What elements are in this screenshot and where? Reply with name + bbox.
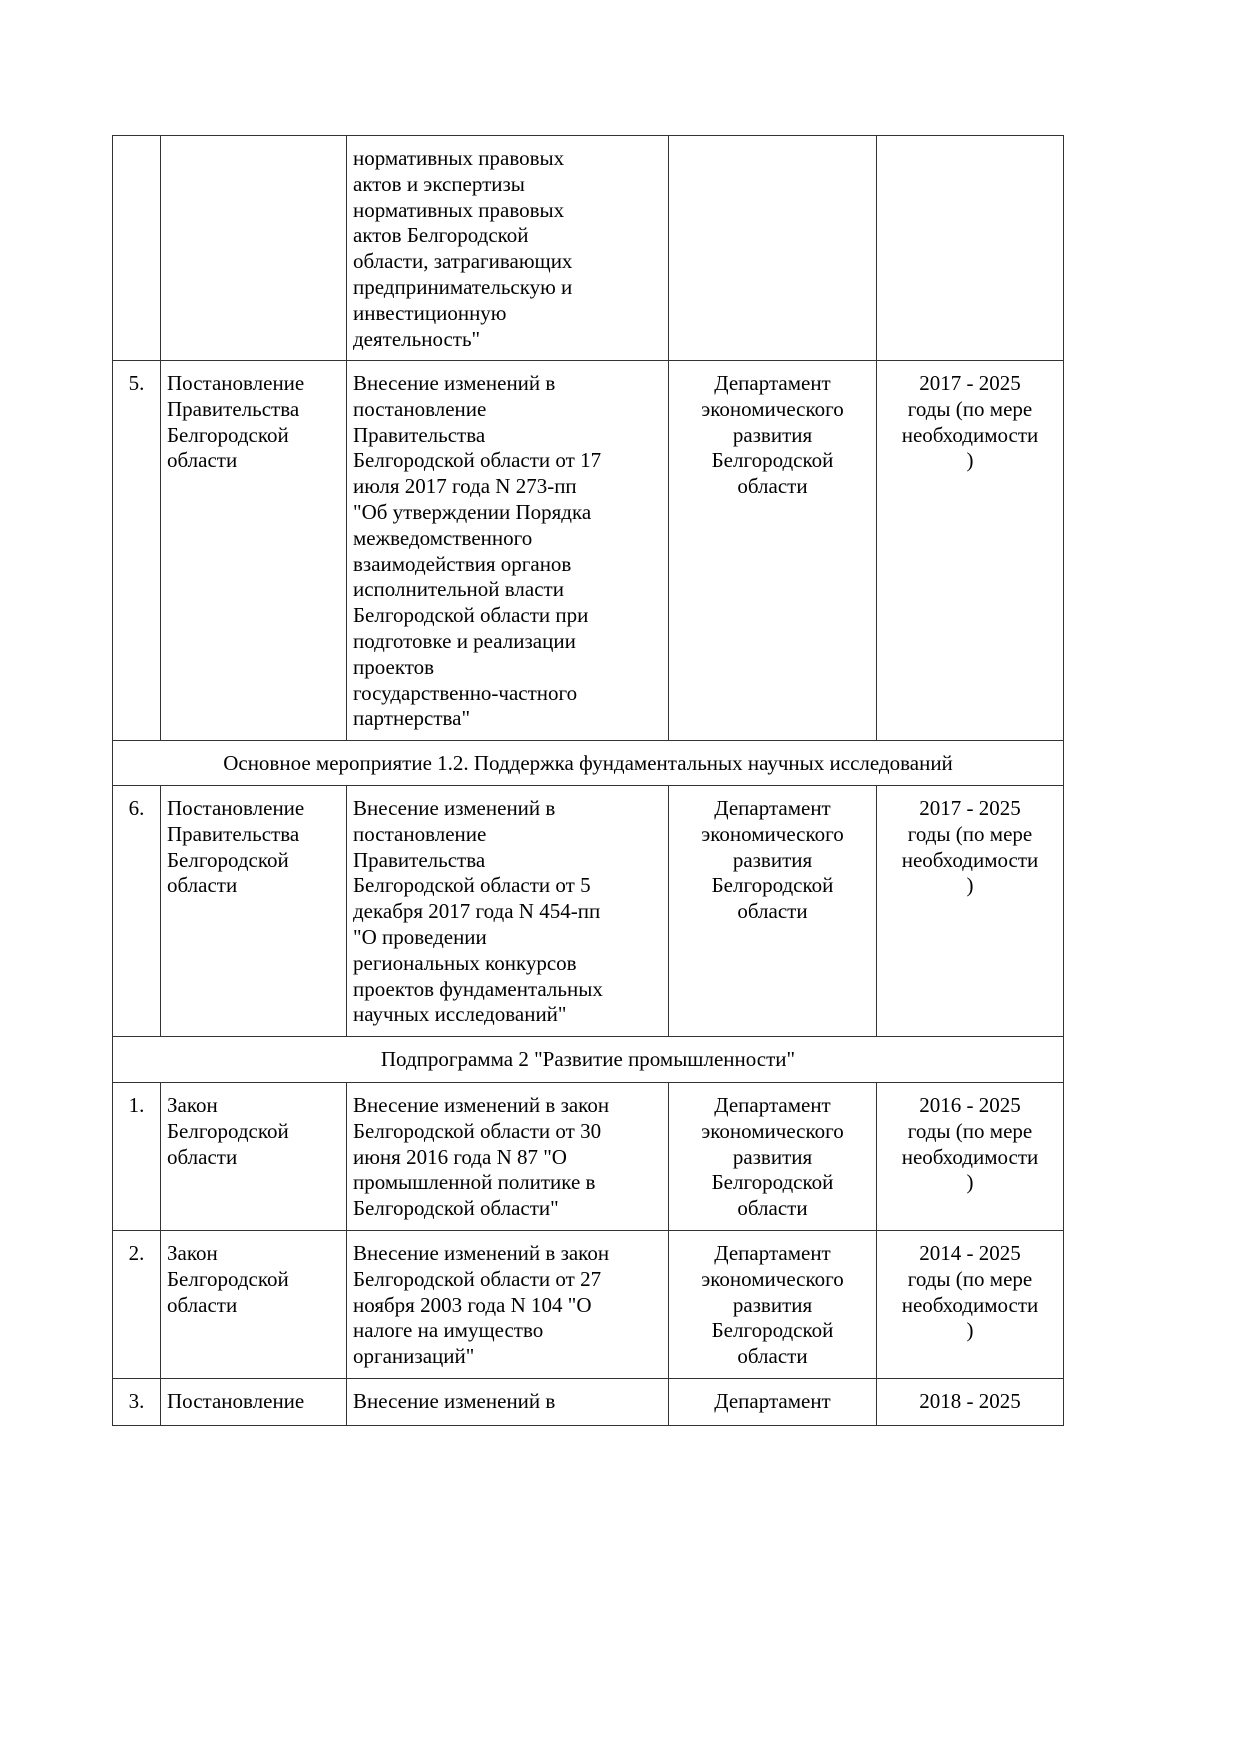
section-heading: Подпрограмма 2 "Развитие промышленности" — [113, 1037, 1064, 1083]
row-number-cell: 6. — [113, 786, 161, 1037]
period-cell — [877, 136, 1064, 361]
executor-cell: Департамент экономического развития Белгородской области — [669, 786, 877, 1037]
section-row — [113, 1037, 1064, 1083]
document-type-cell: Закон Белгородской области — [161, 1083, 347, 1231]
period-cell: 2017 - 2025 годы (по мере необходимости ) — [877, 361, 1064, 741]
row-number-cell: 5. — [113, 361, 161, 741]
document-type-cell: Постановление Правительства Белгородской области — [161, 361, 347, 741]
executor-cell — [669, 136, 877, 361]
table-row — [113, 1083, 1064, 1231]
document-type-cell: Закон Белгородской области — [161, 1231, 347, 1379]
executor-cell: Департамент экономического развития Белгородской области — [669, 1083, 877, 1231]
document-type-cell: Постановление — [161, 1379, 347, 1426]
table-row — [113, 1231, 1064, 1379]
row-number-cell: 1. — [113, 1083, 161, 1231]
section-row — [113, 741, 1064, 786]
document-type-cell: Постановление Правительства Белгородской области — [161, 786, 347, 1037]
table-row — [113, 786, 1064, 1037]
executor-cell: Департамент — [669, 1379, 877, 1426]
executor-cell: Департамент экономического развития Белгородской области — [669, 361, 877, 741]
period-cell: 2018 - 2025 — [877, 1379, 1064, 1426]
document-type-cell — [161, 136, 347, 361]
period-cell: 2017 - 2025 годы (по мере необходимости ) — [877, 786, 1064, 1037]
action-description-cell: нормативных правовых актов и экспертизы нормативных правовых актов Белгородской области, затрагивающих предпринимательскую и инвестиционную деятельность" — [347, 136, 669, 361]
executor-cell: Департамент экономического развития Белгородской области — [669, 1231, 877, 1379]
table-row — [113, 136, 1064, 361]
period-cell: 2016 - 2025 годы (по мере необходимости ) — [877, 1083, 1064, 1231]
row-number-cell: 2. — [113, 1231, 161, 1379]
table-row — [113, 361, 1064, 741]
measures-table — [112, 135, 1064, 1426]
action-description-cell: Внесение изменений в постановление Правительства Белгородской области от 5 декабря 2017 года N 454-пп "О проведении региональных конкурсов проектов фундаментальных научных исследований" — [347, 786, 669, 1037]
row-number-cell — [113, 136, 161, 361]
action-description-cell: Внесение изменений в постановление Правительства Белгородской области от 17 июля 2017 года N 273-пп "Об утверждении Порядка межведомственного взаимодействия органов исполнительной власти Белгородской области при подготовке и реализации проектов государственно-частного партнерства" — [347, 361, 669, 741]
action-description-cell: Внесение изменений в — [347, 1379, 669, 1426]
period-cell: 2014 - 2025 годы (по мере необходимости ) — [877, 1231, 1064, 1379]
section-heading: Основное мероприятие 1.2. Поддержка фундаментальных научных исследований — [113, 741, 1064, 786]
table-row — [113, 1379, 1064, 1426]
action-description-cell: Внесение изменений в закон Белгородской области от 30 июня 2016 года N 87 "О промышленной политике в Белгородской области" — [347, 1083, 669, 1231]
row-number-cell: 3. — [113, 1379, 161, 1426]
action-description-cell: Внесение изменений в закон Белгородской области от 27 ноября 2003 года N 104 "О налоге на имущество организаций" — [347, 1231, 669, 1379]
